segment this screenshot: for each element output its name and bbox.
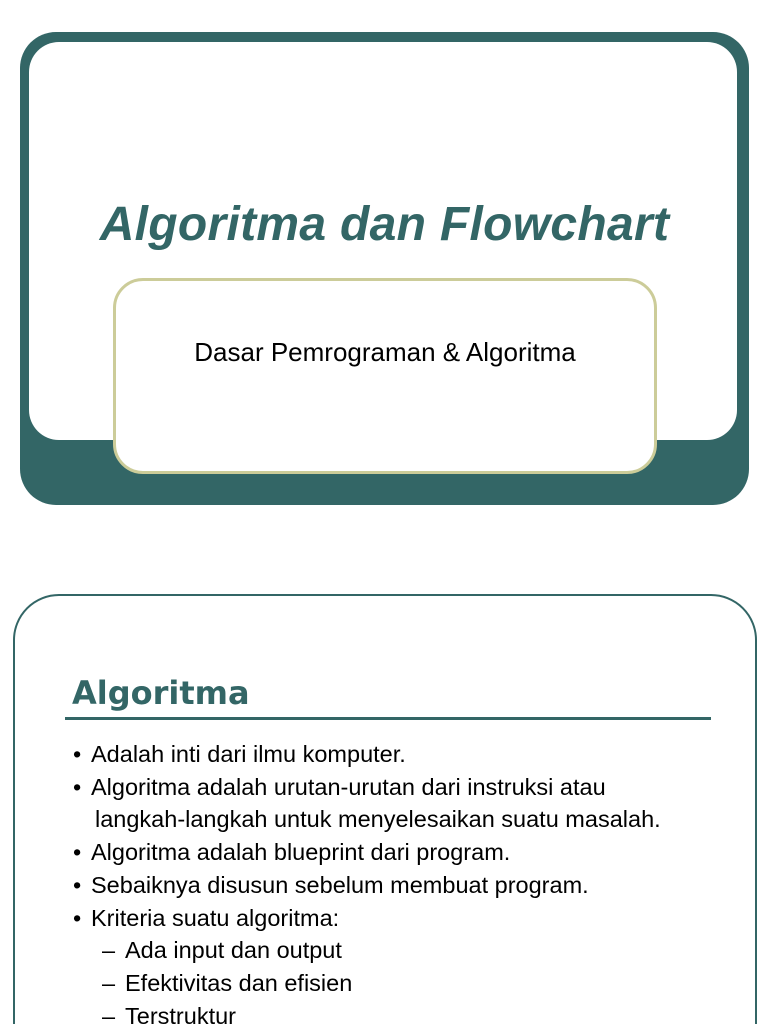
- bullet-continuation: langkah-langkah untuk menyelesaikan suatu masalah.: [95, 806, 661, 833]
- bullet-item: [73, 738, 753, 771]
- bullet-text: Adalah inti dari ilmu komputer.: [91, 741, 406, 767]
- bullet-item: [73, 836, 753, 869]
- bullet-list: [73, 738, 753, 1024]
- sub-bullet-text: Terstruktur: [125, 1002, 236, 1024]
- bullet-text: Sebaiknya disusun sebelum membuat program.: [91, 871, 589, 898]
- heading-divider: [65, 717, 711, 720]
- bullet-item: [73, 771, 753, 836]
- bullet-item: [73, 902, 753, 935]
- slide-heading: Algoritma: [72, 674, 250, 712]
- sub-bullet-item: [73, 934, 753, 967]
- slide-subtitle: Dasar Pemrograman & Algoritma: [194, 337, 576, 367]
- sub-bullet-text: Efektivitas dan efisien: [125, 969, 353, 996]
- sub-bullet-item: [73, 1000, 753, 1024]
- bullet-text: Kriteria suatu algoritma:: [91, 904, 340, 931]
- sub-bullet-text: Ada input dan output: [125, 937, 342, 964]
- slide-title: Algoritma dan Flowchart: [99, 198, 670, 251]
- sub-bullet-item: [73, 967, 753, 1000]
- bullet-text: Algoritma adalah blueprint dari program.: [91, 839, 511, 866]
- content-slide: [13, 594, 757, 1024]
- bullet-item: [73, 869, 753, 902]
- subtitle-box: [113, 278, 657, 474]
- title-slide: [20, 32, 749, 505]
- bullet-text: Algoritma adalah urutan-urutan dari instruksi atau: [91, 773, 606, 800]
